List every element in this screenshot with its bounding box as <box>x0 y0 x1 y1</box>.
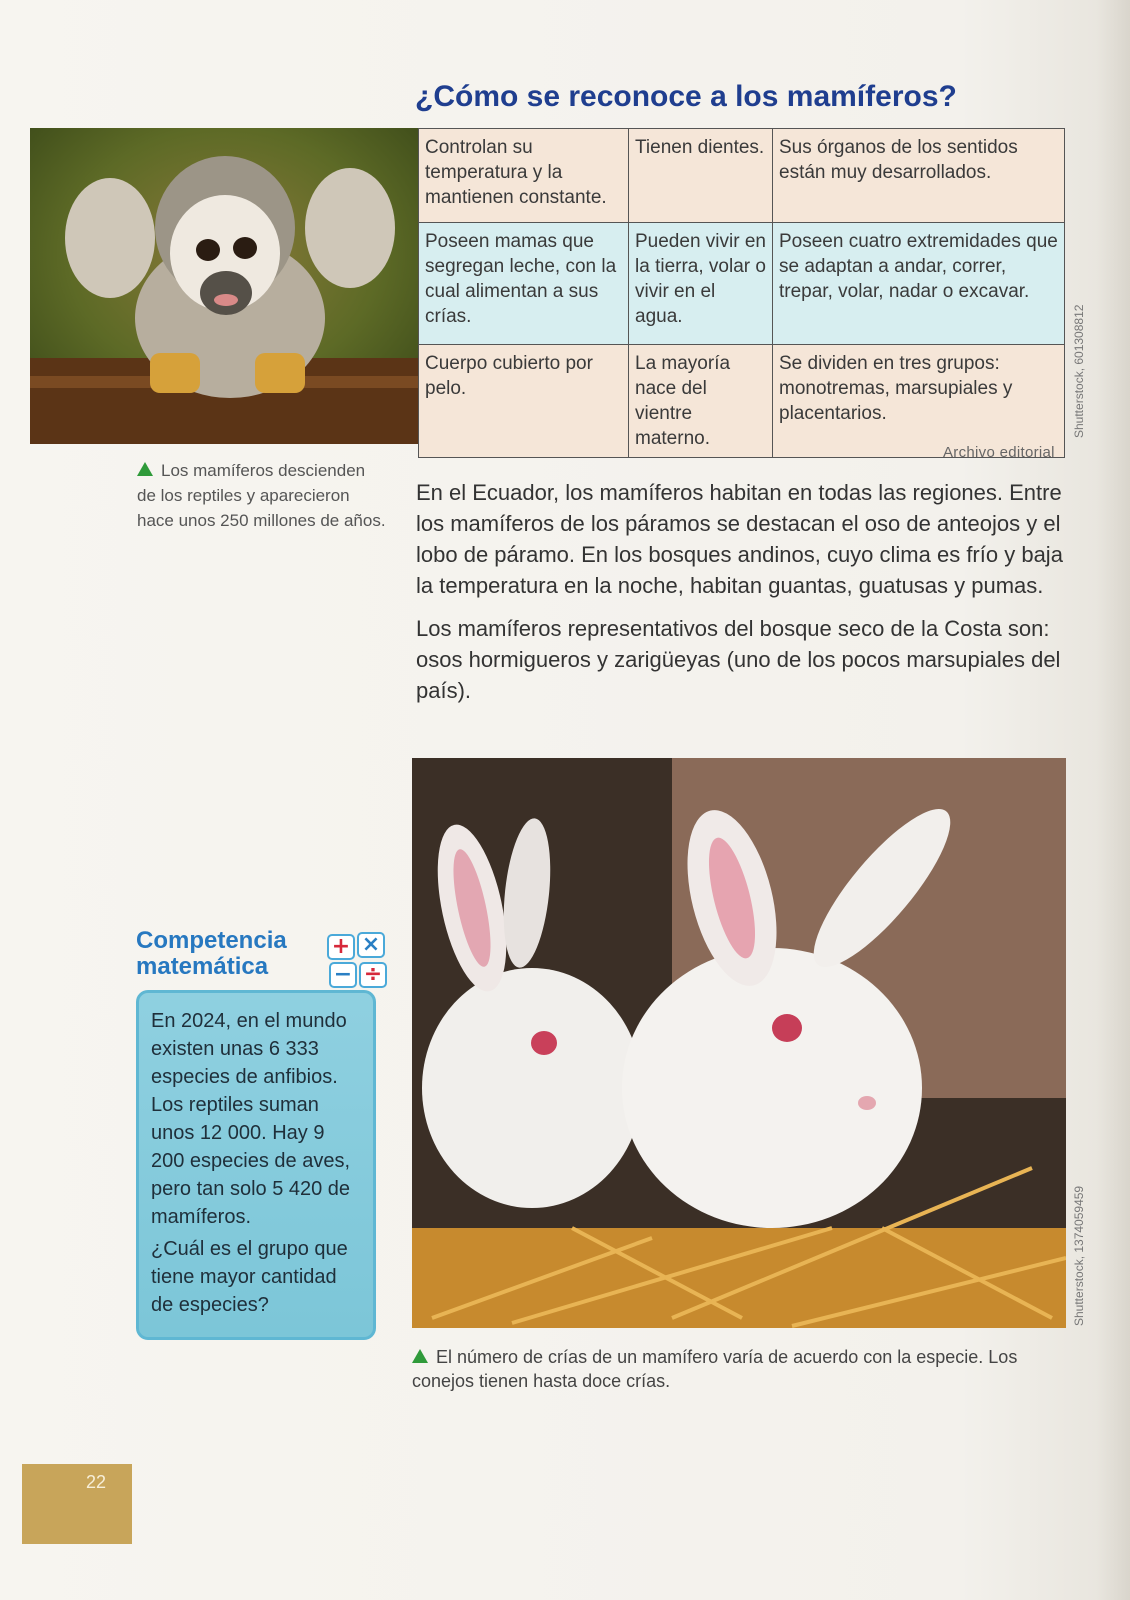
photo-credit-rabbits: Shutterstock, 1374059459 <box>1072 1185 1086 1326</box>
table-cell: Tienen dientes. <box>629 129 773 223</box>
rabbits-photo <box>412 758 1066 1328</box>
page-number: 22 <box>22 1464 132 1544</box>
table-cell: Poseen mamas que segregan leche, con la cual alimentan a sus crías. <box>419 223 629 345</box>
competencia-title: Competencia matemática <box>136 927 287 980</box>
times-icon: × <box>357 932 385 958</box>
competencia-question: ¿Cuál es el grupo que tiene mayor cantidad de especies? <box>151 1238 348 1316</box>
table-cell: Pueden vivir en la tierra, volar o vivir en el agua. <box>629 223 773 345</box>
rabbits-caption <box>412 1345 1052 1393</box>
minus-icon: − <box>329 962 357 988</box>
competencia-text: En 2024, en el mundo existen unas 6 333 especies de anfibios. Los reptiles suman unos 12 000. Hay 9 200 especies de aves, pero tan solo 5 420 de mamíferos. <box>151 1010 351 1228</box>
paragraph: Los mamíferos representativos del bosque seco de la Costa son: osos hormigueros y zarigüeyas (uno de los pocos marsupiales del país). <box>416 616 1061 703</box>
photo-credit-monkey: Shutterstock, 601308812 <box>1072 304 1086 438</box>
table-cell: Controlan su temperatura y la mantienen constante. <box>419 129 629 223</box>
table-cell: Cuerpo cubierto por pelo. <box>419 345 629 458</box>
competencia-box <box>136 990 376 1340</box>
table-cell: La mayoría nace del vientre materno. <box>629 345 773 458</box>
mammal-traits-table <box>418 128 1065 458</box>
table-row <box>419 345 1065 458</box>
plus-icon: + <box>327 934 355 960</box>
triangle-icon <box>412 1349 428 1363</box>
table-cell: Se dividen en tres grupos: monotremas, marsupiales y placentarios. <box>773 345 1065 458</box>
page-title: ¿Cómo se reconoce a los mamíferos? <box>415 80 957 113</box>
divide-icon: ÷ <box>359 962 387 988</box>
paragraph: En el Ecuador, los mamíferos habitan en todas las regiones. Entre los mamíferos de los páramos se destacan el oso de anteojos y el lobo de páramo. En los bosques andinos, cuyo clima es frío y baja la temperatura en la noche, habitan guantas, guatusas y pumas. <box>416 480 1063 598</box>
table-row <box>419 223 1065 345</box>
monkey-caption <box>137 458 387 533</box>
body-text <box>416 477 1066 706</box>
math-operations-icon <box>325 932 391 992</box>
rabbits-caption-text: El número de crías de un mamífero varía de acuerdo con la especie. Los conejos tienen hasta doce crías. <box>412 1347 1018 1391</box>
squirrel-monkey-photo <box>30 128 418 444</box>
table-cell: Poseen cuatro extremidades que se adaptan a andar, correr, trepar, volar, nadar o excavar. <box>773 223 1065 345</box>
table-cell: Sus órganos de los sentidos están muy desarrollados. <box>773 129 1065 223</box>
monkey-caption-text: Los mamíferos descienden de los reptiles y aparecieron hace unos 250 millones de años. <box>137 461 386 530</box>
table-credit: Archivo editorial <box>943 444 1055 461</box>
triangle-icon <box>137 462 153 476</box>
table-row <box>419 129 1065 223</box>
